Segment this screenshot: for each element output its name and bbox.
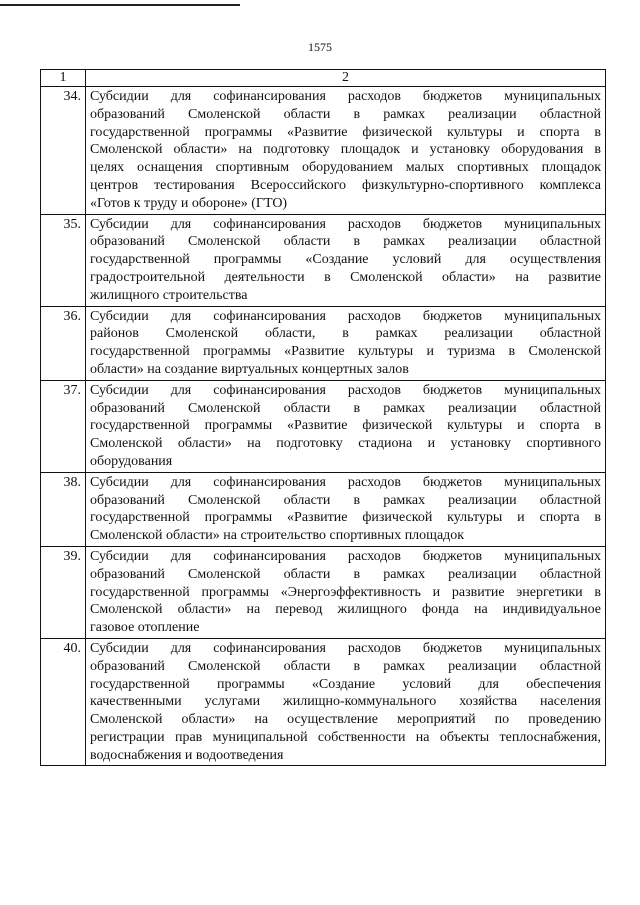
description-line: водоснабжения и водоотведения (90, 747, 284, 763)
row-description (86, 87, 606, 215)
description-line: Субсидии для софинансирования расходов бюджетов муниципальных (90, 640, 601, 656)
description-line: Субсидии для софинансирования расходов бюджетов муниципальных (90, 216, 601, 232)
header-cell-description: 2 (86, 70, 606, 87)
description-line: Смоленской области» на подготовку стадиона и установку спортивного (90, 436, 601, 452)
description-line: образований Смоленской области в рамках реализации областной (90, 658, 601, 674)
description-line: регистрации прав муниципальной собственности на объекты теплоснабжения, (90, 729, 601, 745)
description-line: качественными услугами жилищно-коммунального хозяйства населения (90, 694, 601, 710)
subsidies-table (40, 69, 606, 766)
description-line: жилищного строительства (90, 287, 248, 303)
description-line: государственной программы «Создание условий для обеспечения (90, 676, 601, 692)
row-number: 38. (41, 472, 86, 546)
description-line: Субсидии для софинансирования расходов бюджетов муниципальных (90, 548, 601, 564)
description-line: государственной программы «Развитие физической культуры и спорта в (90, 510, 601, 526)
row-number: 35. (41, 214, 86, 306)
row-description (86, 306, 606, 380)
description-line: государственной программы «Энергоэффективность и развитие энергетики в (90, 584, 601, 600)
description-line: Смоленской области» на подготовку площадок и установку оборудования в (90, 142, 601, 158)
description-line: районов Смоленской области, в рамках реализации областной (90, 326, 601, 342)
description-line: Субсидии для софинансирования расходов бюджетов муниципальных (90, 382, 601, 398)
description-line: Смоленской области» на строительство спортивных площадок (90, 528, 465, 544)
description-line: целях оснащения спортивным оборудованием малых спортивных площадок (90, 160, 601, 176)
description-line: градостроительной деятельности в Смоленской области» на развитие (90, 269, 601, 285)
table-row (41, 306, 606, 380)
header-cell-number: 1 (41, 70, 86, 87)
table-row (41, 472, 606, 546)
description-line: Субсидии для софинансирования расходов бюджетов муниципальных (90, 89, 601, 104)
description-line: «Готов к труду и обороне» (ГТО) (90, 195, 288, 211)
description-line: Смоленской области» на перевод жилищного фонда на индивидуальное (90, 602, 601, 618)
description-line: государственной программы «Развитие физической культуры и спорта в (90, 124, 601, 140)
row-description (86, 638, 606, 766)
row-number: 39. (41, 546, 86, 638)
description-line: центров тестирования Всероссийского физкультурно-спортивного комплекса (90, 177, 601, 193)
row-description (86, 214, 606, 306)
table-row (41, 638, 606, 766)
description-line: Субсидии для софинансирования расходов бюджетов муниципальных (90, 474, 601, 490)
description-line: образований Смоленской области в рамках реализации областной (90, 106, 601, 122)
description-line: области» на создание виртуальных концертных залов (90, 361, 409, 377)
row-number: 40. (41, 638, 86, 766)
row-number: 34. (41, 87, 86, 215)
row-description (86, 472, 606, 546)
description-line: оборудования (90, 453, 173, 469)
top-rule (0, 4, 240, 6)
page-number: 1575 (308, 40, 332, 54)
description-line: образований Смоленской области в рамках реализации областной (90, 400, 601, 416)
description-line: Субсидии для софинансирования расходов бюджетов муниципальных (90, 308, 601, 324)
description-line: газовое отопление (90, 620, 200, 636)
table-header-row (41, 70, 606, 87)
table-row (41, 87, 606, 215)
row-number: 36. (41, 306, 86, 380)
row-description (86, 546, 606, 638)
table-row (41, 380, 606, 472)
description-line: образований Смоленской области в рамках реализации областной (90, 492, 601, 508)
description-line: образований Смоленской области в рамках реализации областной (90, 566, 601, 582)
description-line: государственной программы «Развитие культуры и туризма в Смоленской (90, 344, 601, 360)
table-row (41, 214, 606, 306)
description-line: образований Смоленской области в рамках реализации областной (90, 234, 601, 250)
table-row (41, 546, 606, 638)
row-description (86, 380, 606, 472)
description-line: государственной программы «Создание условий для осуществления (90, 252, 601, 268)
description-line: Смоленской области» на осуществление мероприятий по проведению (90, 712, 601, 728)
description-line: государственной программы «Развитие физической культуры и спорта в (90, 418, 601, 434)
row-number: 37. (41, 380, 86, 472)
table-body (41, 70, 606, 766)
